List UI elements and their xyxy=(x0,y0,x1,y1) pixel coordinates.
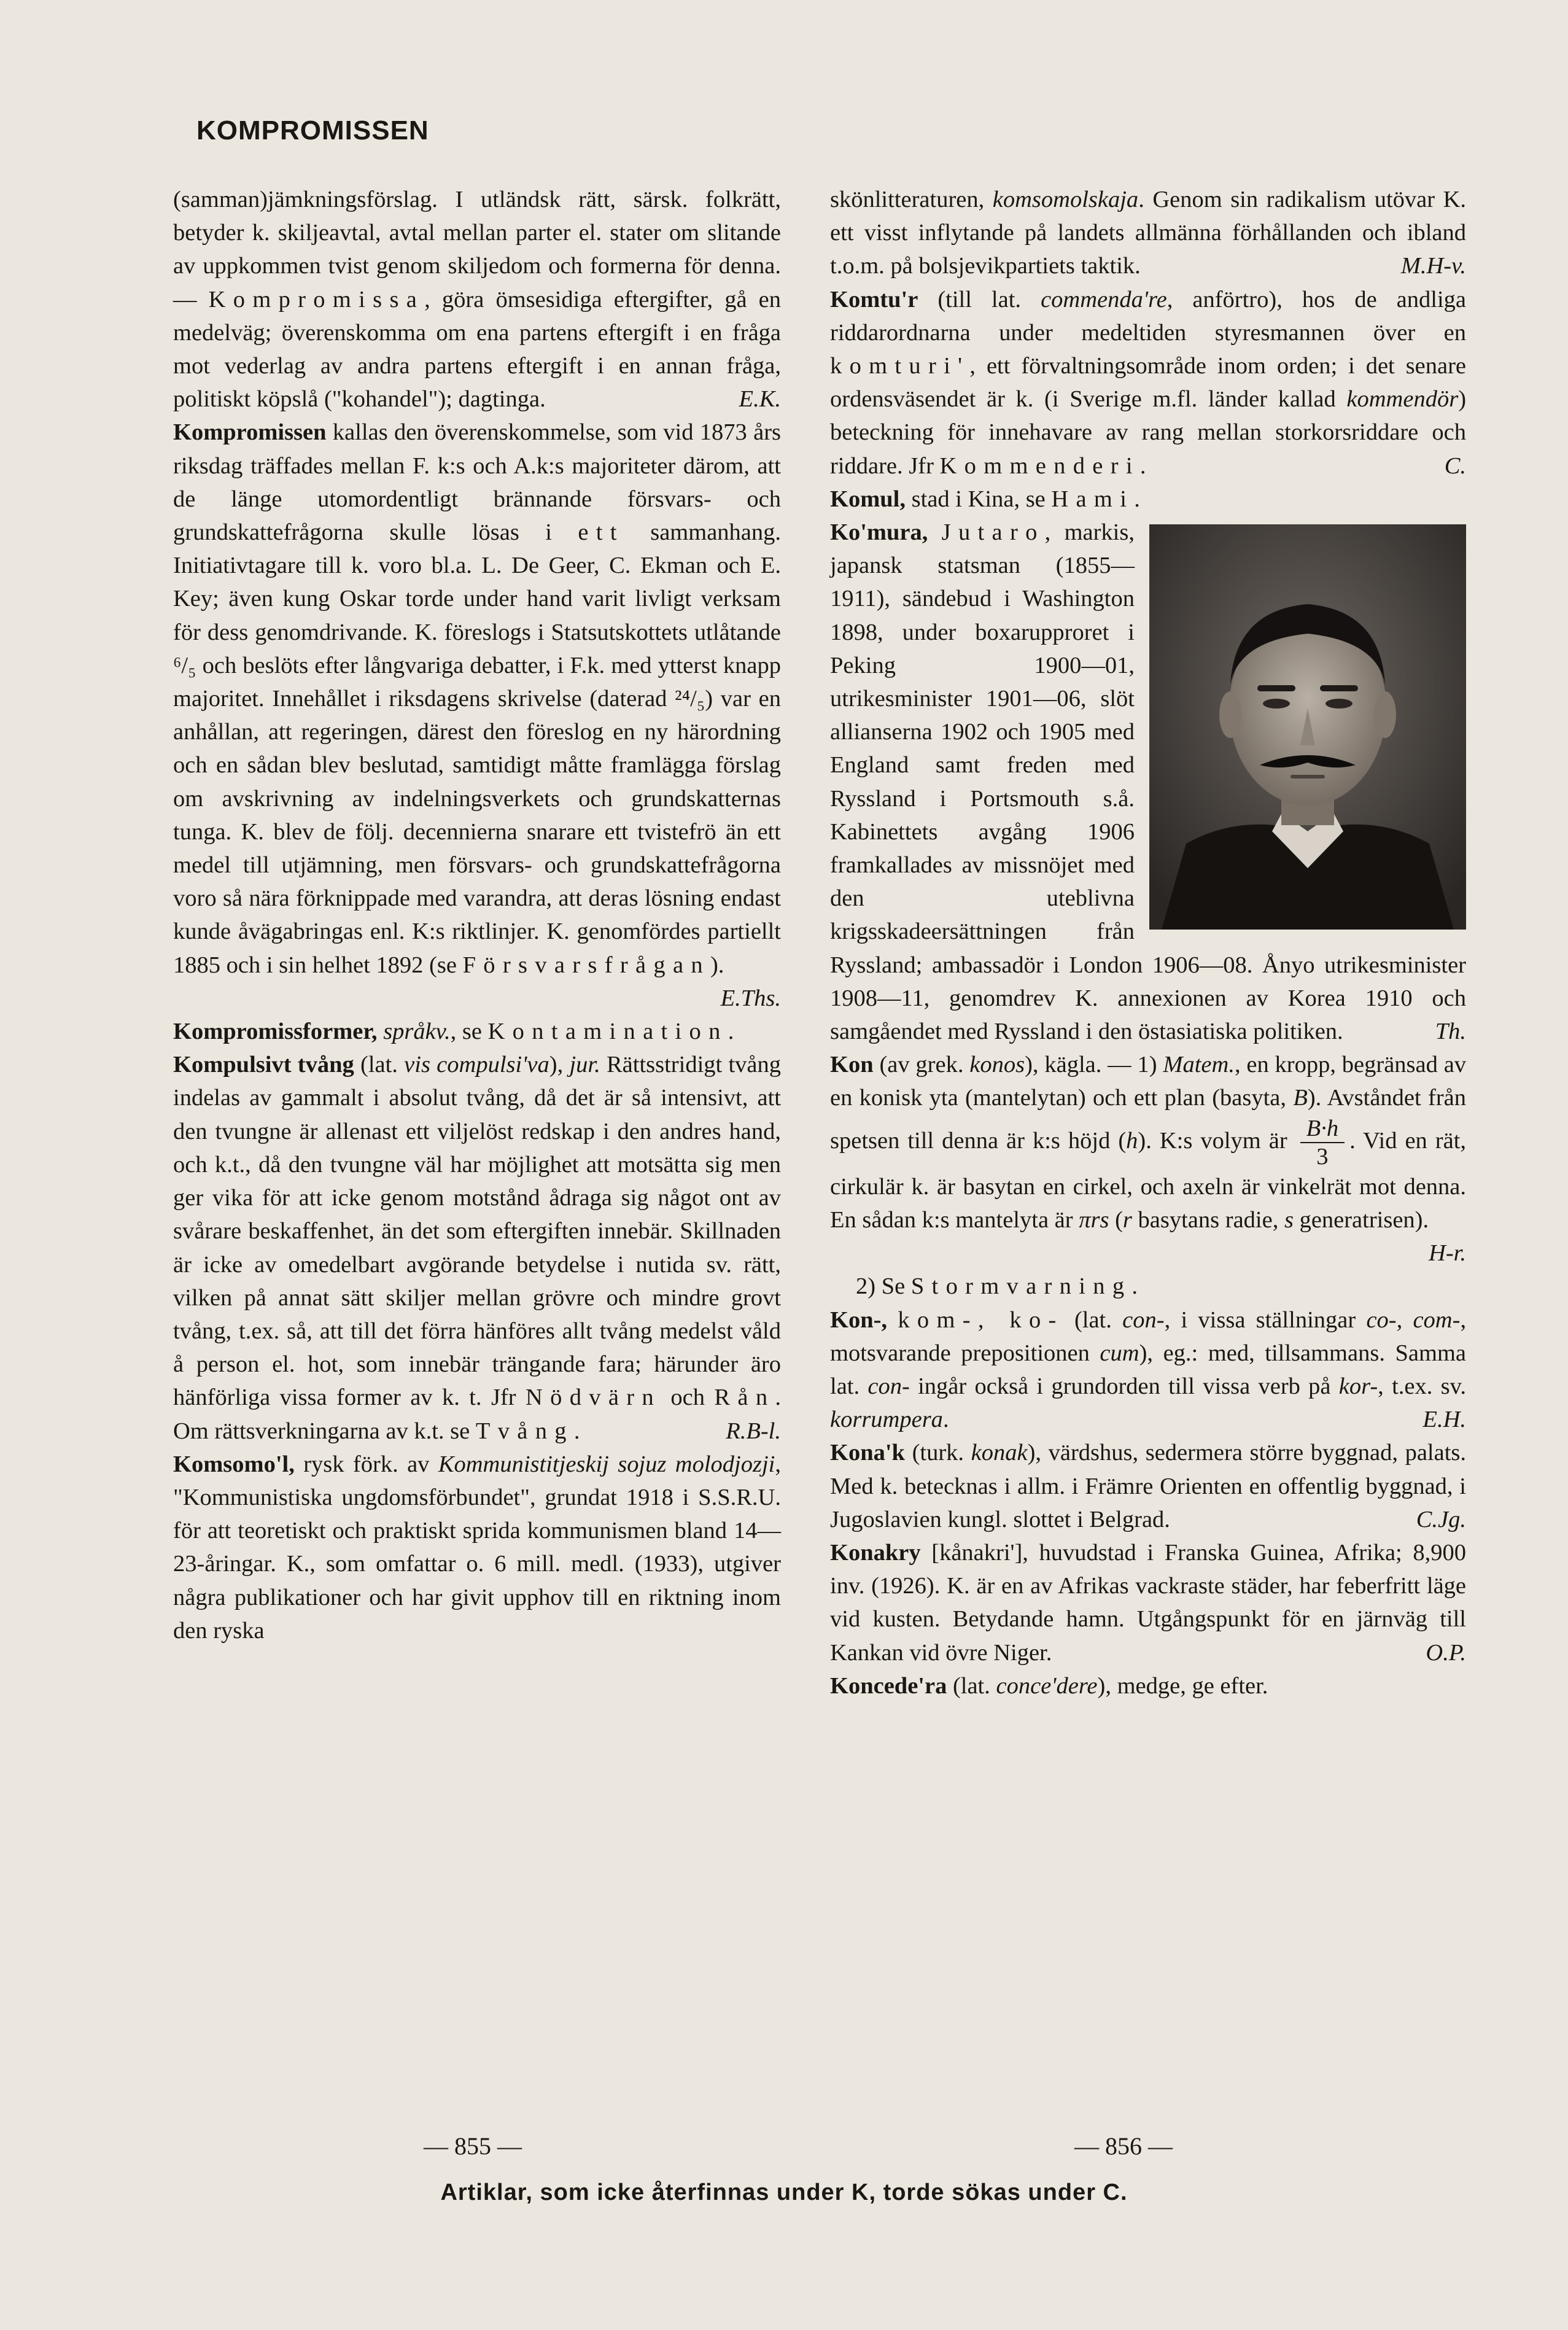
headword: Komtu'r xyxy=(830,286,918,313)
headword: Koncede'ra xyxy=(830,1672,947,1699)
entry-komura: Ko'mura, Jutaro, markis, japansk statsman (1855—1911), sändebud i Washington 1898, under boxarupproret i Peking 1900—01, utrikesminister 1901—06, slöt allianserna 1902 och 1905 med England samt freden med Ryssland i Portsmouth s.å. Kabinettets avgång 1906 framkallades av missnöjet med den uteblivna krigsskadeersättningen från Ryssland; ambassadör i London 1906—08. Ånyo utrikesminister 1908—11, genomdrev K. annexionen av Korea 1910 och samgåendet med Ryssland i den östasiatiska politiken. Th. xyxy=(830,516,1466,1048)
entry-kon: Kon (av grek. konos), kägla. — 1) Matem., en kropp, begränsad av en konisk yta (mantelytan) och ett plan (basyta, B). Avståndet från spetsen till denna är k:s höjd (h). K:s volym är $\frac{B\cdot h}{3}$ . Vid en rät, cirkulär k. är basytan en cirkel, och axeln är vinkelrät mot denna. En sådan k:s mantelyta är πrs (r basytans radie, s generatrisen). H-r. xyxy=(830,1048,1466,1270)
headword: Kon-, xyxy=(830,1307,888,1333)
portrait-photo xyxy=(1149,524,1466,930)
entry-kompromissen: Kompromissen kallas den överenskommelse, som vid 1873 års riksdag träffades mellan F. k:s och A.k:s majoriteter därom, att de länge utomordentligt brännande försvars- och grundskattefrågorna skulle lösas i ett sammanhang. Initiativtagare till k. voro bl.a. L. De Geer, C. Ekman och E. Key; även kung Oskar torde under hand varit livligt verksam för dess genomdrivande. K. föreslogs i Statsutskottets utlåtande ⁶/₅ och beslöts efter långvariga debatter, i F.k. med ytterst knapp majoritet. Innehållet i riksdagens skrivelse (daterad ²⁴/₅) var en anhållan, att regeringen, därest den föreslog en ny härordning och en sådan blev beslutad, samtidigt måtte framlägga förslag om avskrivning av indelningsverkets och grundskatternas tunga. K. blev de följ. decennierna snarare ett tvistefrö än ett medel till utjämning, men försvars- och grundskattefrågorna voro så nära förknippade med varandra, att deras lösning endast kunde åvägabringas enl. K:s riktlinjer. K. genomfördes partiellt 1885 och i sin helhet 1892 (se Försvarsfrågan). E.Ths. xyxy=(173,416,781,1015)
headword: Kona'k xyxy=(830,1440,905,1466)
left-column xyxy=(173,183,781,1647)
entry-komtur: Komtu'r (till lat. commenda're, anförtro), hos de andliga riddarordnarna under medeltiden styresmannen över en komturi', ett förvaltningsområde inom orden; i det senare ordensväsendet är k. (i Sverige m.fl. länder kallad kommendör) beteckning för innehavare av rang mellan storkorsriddare och riddare. Jfr Kommenderi. C. xyxy=(830,283,1466,483)
signature: E.Ths. xyxy=(720,985,781,1011)
entry-kompromiss-continued: (samman)jämkningsförslag. I utländsk rätt, särsk. folkrätt, betyder k. skiljeavtal, avtal mellan parter el. stater om slitande av uppkommen tvist genom skiljedom och formerna för denna. — Kompromissa, göra ömsesidiga eftergifter, gå en medelväg; överenskomma om ena partens eftergift i en fråga mot vederlag av andra partens eftergift i en annan fråga, politiskt köpslå ("kohandel"); dagtinga. E.K. xyxy=(173,183,781,416)
signature: C.Jg. xyxy=(1416,1506,1466,1532)
entry-kon-2: 2) Se Stormvarning. xyxy=(856,1273,1138,1300)
signature: C. xyxy=(1444,452,1466,479)
entry-konakry: Konakry [kånakri'], huvudstad i Franska Guinea, Afrika; 8,900 inv. (1926). K. är en av Afrikas vackraste städer, har feberfritt läge vid kusten. Betydande hamn. Utgångspunkt för en järnväg till Kankan vid övre Niger. O.P. xyxy=(830,1536,1466,1669)
cross-reference: Stormvarning xyxy=(910,1273,1132,1300)
signature: M.H-v. xyxy=(1400,253,1466,279)
volume-formula: $\frac{B\cdot h}{3}$ xyxy=(1300,1115,1345,1170)
entry-kompulsivt-tvang: Kompulsivt tvång (lat. vis compulsi'va), jur. Rättsstridigt tvång indelas av gammalt i absolut tvång, då det är så intensivt, att den tvungne är allenast ett viljelöst redskap i den andres hand, och k.t., då den tvungne väl har möjlighet att motsätta sig men ger vika för att icke genom motstånd ådraga sig något ont av svårare beskaffenhet, än det som eftergiften innebär. Skillnaden är icke av omedelbart avgörande betydelse i nutida sv. rätt, vilken på annat sätt skiljer mellan grövre och mindre grovt tvång, t.ex. så, att till det förra hänföres allt tvång medelst våld å person el. hot, som innebär trängande fara; härunder äro hänförliga vissa former av k. t. Jfr Nödvärn och Rån. Om rättsverkningarna av k.t. se Tvång. R.B-l. xyxy=(173,1048,781,1447)
signature: H-r. xyxy=(1429,1240,1466,1267)
cross-reference: Kontamination xyxy=(487,1019,728,1045)
entry-komsomol-continued: skönlitteraturen, komsomolskaja. Genom sin radikalism utövar K. ett visst inflytande på landets allmänna förhållanden och ibland t.o.m. på bolsjevikpartiets taktik. M.H-v. xyxy=(830,183,1466,283)
signature: Th. xyxy=(1435,1019,1466,1045)
signature: E.H. xyxy=(1422,1407,1466,1433)
headword: Konakry xyxy=(830,1539,921,1566)
cross-reference: Nödvärn xyxy=(526,1384,661,1411)
page-header: KOMPROMISSEN xyxy=(196,115,429,146)
headword: Ko'mura, xyxy=(830,519,928,546)
signature: E.K. xyxy=(739,386,781,413)
entry-koncedera: Koncede'ra (lat. conce'dere), medge, ge efter. xyxy=(830,1672,1268,1699)
signature: O.P. xyxy=(1426,1639,1466,1666)
entry-komul: Komul, stad i Kina, se Hami. xyxy=(830,486,1140,512)
cross-reference: Hami xyxy=(1051,486,1135,512)
page-number-right: — 856 — xyxy=(1074,2132,1173,2160)
headword: Kompromissen xyxy=(173,419,327,446)
cross-reference: Försvarsfrågan xyxy=(462,952,710,978)
cross-reference: Kommenderi xyxy=(939,452,1140,479)
cross-reference: Rån xyxy=(714,1384,775,1411)
headword: Komul, xyxy=(830,486,906,512)
cross-reference: Tvång xyxy=(475,1418,574,1444)
entry-konak: Kona'k (turk. konak), värdshus, sedermera större byggnad, palats. Med k. betecknas i allm. i Främre Orienten en offentlig byggnad, i Jugoslavien kungl. slottet i Belgrad. C.Jg. xyxy=(830,1436,1466,1536)
signature: R.B-l. xyxy=(726,1418,781,1444)
headword: Kompulsivt tvång xyxy=(173,1052,354,1078)
footer-note: Artiklar, som icke återfinnas under K, torde sökas under C. xyxy=(440,2180,1128,2205)
entry-kon-prefix: Kon-, kom-, ko- (lat. con-, i vissa ställningar co-, com-, motsvarande prepositionen cum), eg.: med, tillsammans. Samma lat. con- ingår också i grundorden till vissa verb på kor-, t.ex. sv. korrumpera. E.H. xyxy=(830,1303,1466,1437)
entry-komsomol: Komsomo'l, rysk förk. av Kommunistitjeskij sojuz molodjozji, "Kommunistiska ungdomsförbundet", grundat 1918 i S.S.R.U. för att teoretiskt och praktiskt sprida kommunismen bland 14—23-åringar. K., som omfattar o. 6 mill. medl. (1933), utgiver några publikationer och har givit upphov till en riktning inom den ryska xyxy=(173,1451,781,1644)
headword: Komsomo'l, xyxy=(173,1451,295,1477)
headword: Kompromissformer, xyxy=(173,1019,378,1045)
portrait-figure xyxy=(1149,524,1466,930)
right-column xyxy=(830,183,1466,1703)
page-number-left: — 855 — xyxy=(424,2132,522,2160)
entry-kompromissformer: Kompromissformer, språkv., se Kontamination. xyxy=(173,1019,734,1045)
headword: Kon xyxy=(830,1052,874,1078)
